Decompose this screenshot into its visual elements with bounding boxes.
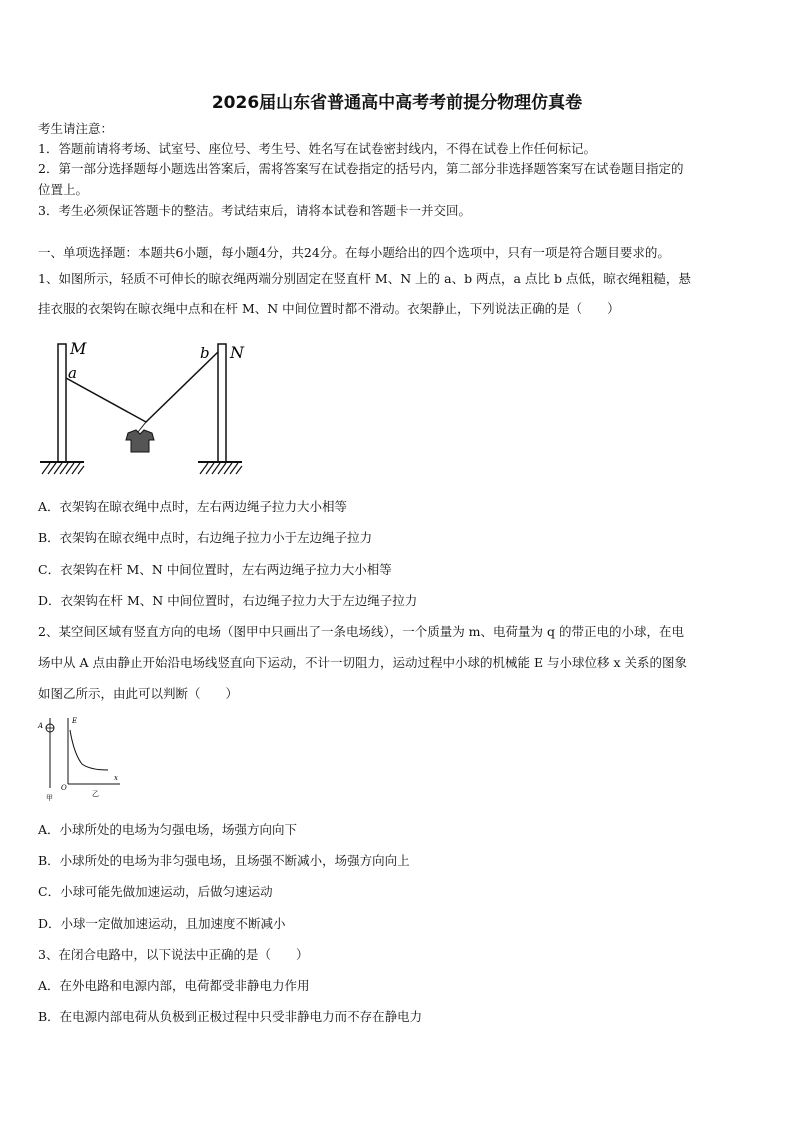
exam-title: 2026届山东省普通高中高考考前提分物理仿真卷	[211, 93, 583, 113]
clothesline-rope	[66, 352, 218, 422]
q2-stem-line-1: 2、某空间区域有竖直方向的电场（图甲中只画出了一条电场线），一个质量为 m、电荷量为 q 的带正电的小球，在电	[38, 624, 684, 639]
q2-option-c: C．小球可能先做加速运动，后做匀速运动	[38, 884, 273, 899]
q2-field-figure	[36, 714, 126, 804]
q1-option-d: D．衣架钩在杆 M、N 中间位置时，右边绳子拉力大于左边绳子拉力	[38, 593, 418, 608]
notice-item-2-cont: 位置上。	[38, 182, 89, 197]
q1-stem-line-2: 挂衣服的衣架钩在晾衣绳中点和在杆 M、N 中间位置时都不滑动。衣架静止，下列说法正确的是（ ）	[38, 301, 620, 316]
label-a-point: A	[38, 722, 44, 730]
label-x: x	[114, 774, 118, 782]
label-n: N	[230, 343, 244, 362]
label-a: a	[68, 364, 77, 382]
pole-m	[58, 344, 66, 462]
label-o: O	[61, 784, 67, 792]
q2-option-d: D．小球一定做加速运动，且加速度不断减小	[38, 916, 286, 931]
q2-stem-line-2: 场中从 A 点由静止开始沿电场线竖直向下运动，不计一切阻力，运动过程中小球的机械能 E 与小球位移 x 关系的图象	[38, 655, 688, 670]
q1-clothesline-figure	[38, 336, 248, 486]
shirt-icon	[126, 430, 154, 452]
notice-heading: 考生请注意：	[38, 121, 114, 136]
q2-option-a: A．小球所处的电场为匀强电场，场强方向向下	[38, 822, 298, 837]
q3-option-b: B．在电源内部电荷从负极到正极过程中只受非静电力而不存在静电力	[38, 1009, 423, 1024]
q3-stem: 3、在闭合电路中，以下说法中正确的是（ ）	[38, 947, 309, 962]
notice-item-2: 2．第一部分选择题每小题选出答案后，需将答案写在试卷指定的括号内，第二部分非选择题答案写在试卷题目指定的	[38, 161, 684, 176]
q1-option-c: C．衣架钩在杆 M、N 中间位置时，左右两边绳子拉力大小相等	[38, 562, 392, 577]
label-m: M	[70, 339, 87, 358]
pole-n	[218, 344, 226, 462]
q2-option-b: B．小球所处的电场为非匀强电场，且场强不断减小，场强方向向上	[38, 853, 410, 868]
q1-stem-line-1: 1、如图所示，轻质不可伸长的晾衣绳两端分别固定在竖直杆 M、N 上的 a、b 两点，a 点比 b 点低，晾衣绳粗糙，悬	[38, 271, 691, 286]
q2-stem-line-3: 如图乙所示，由此可以判断（ ）	[38, 686, 239, 701]
ground-hatch-left	[42, 463, 84, 474]
notice-item-3: 3．考生必须保证答题卡的整洁。考试结束后，请将本试卷和答题卡一并交回。	[38, 203, 471, 218]
label-b: b	[200, 344, 210, 362]
label-jia: 甲	[46, 794, 53, 802]
section-heading: 一、单项选择题：本题共6小题，每小题4分，共24分。在每小题给出的四个选项中，只有一项是符合题目要求的。	[38, 245, 670, 260]
notice-item-1: 1．答题前请将考场、试室号、座位号、考生号、姓名写在试卷密封线内，不得在试卷上作任何标记。	[38, 141, 596, 156]
q1-option-b: B．衣架钩在晾衣绳中点时，右边绳子拉力小于左边绳子拉力	[38, 530, 373, 545]
energy-curve	[70, 730, 108, 770]
q1-option-a: A．衣架钩在晾衣绳中点时，左右两边绳子拉力大小相等	[38, 499, 348, 514]
q3-option-a: A．在外电路和电源内部，电荷都受非静电力作用	[38, 978, 310, 993]
ground-hatch-right	[200, 463, 242, 474]
label-yi: 乙	[92, 790, 99, 798]
label-e: E	[72, 717, 78, 725]
